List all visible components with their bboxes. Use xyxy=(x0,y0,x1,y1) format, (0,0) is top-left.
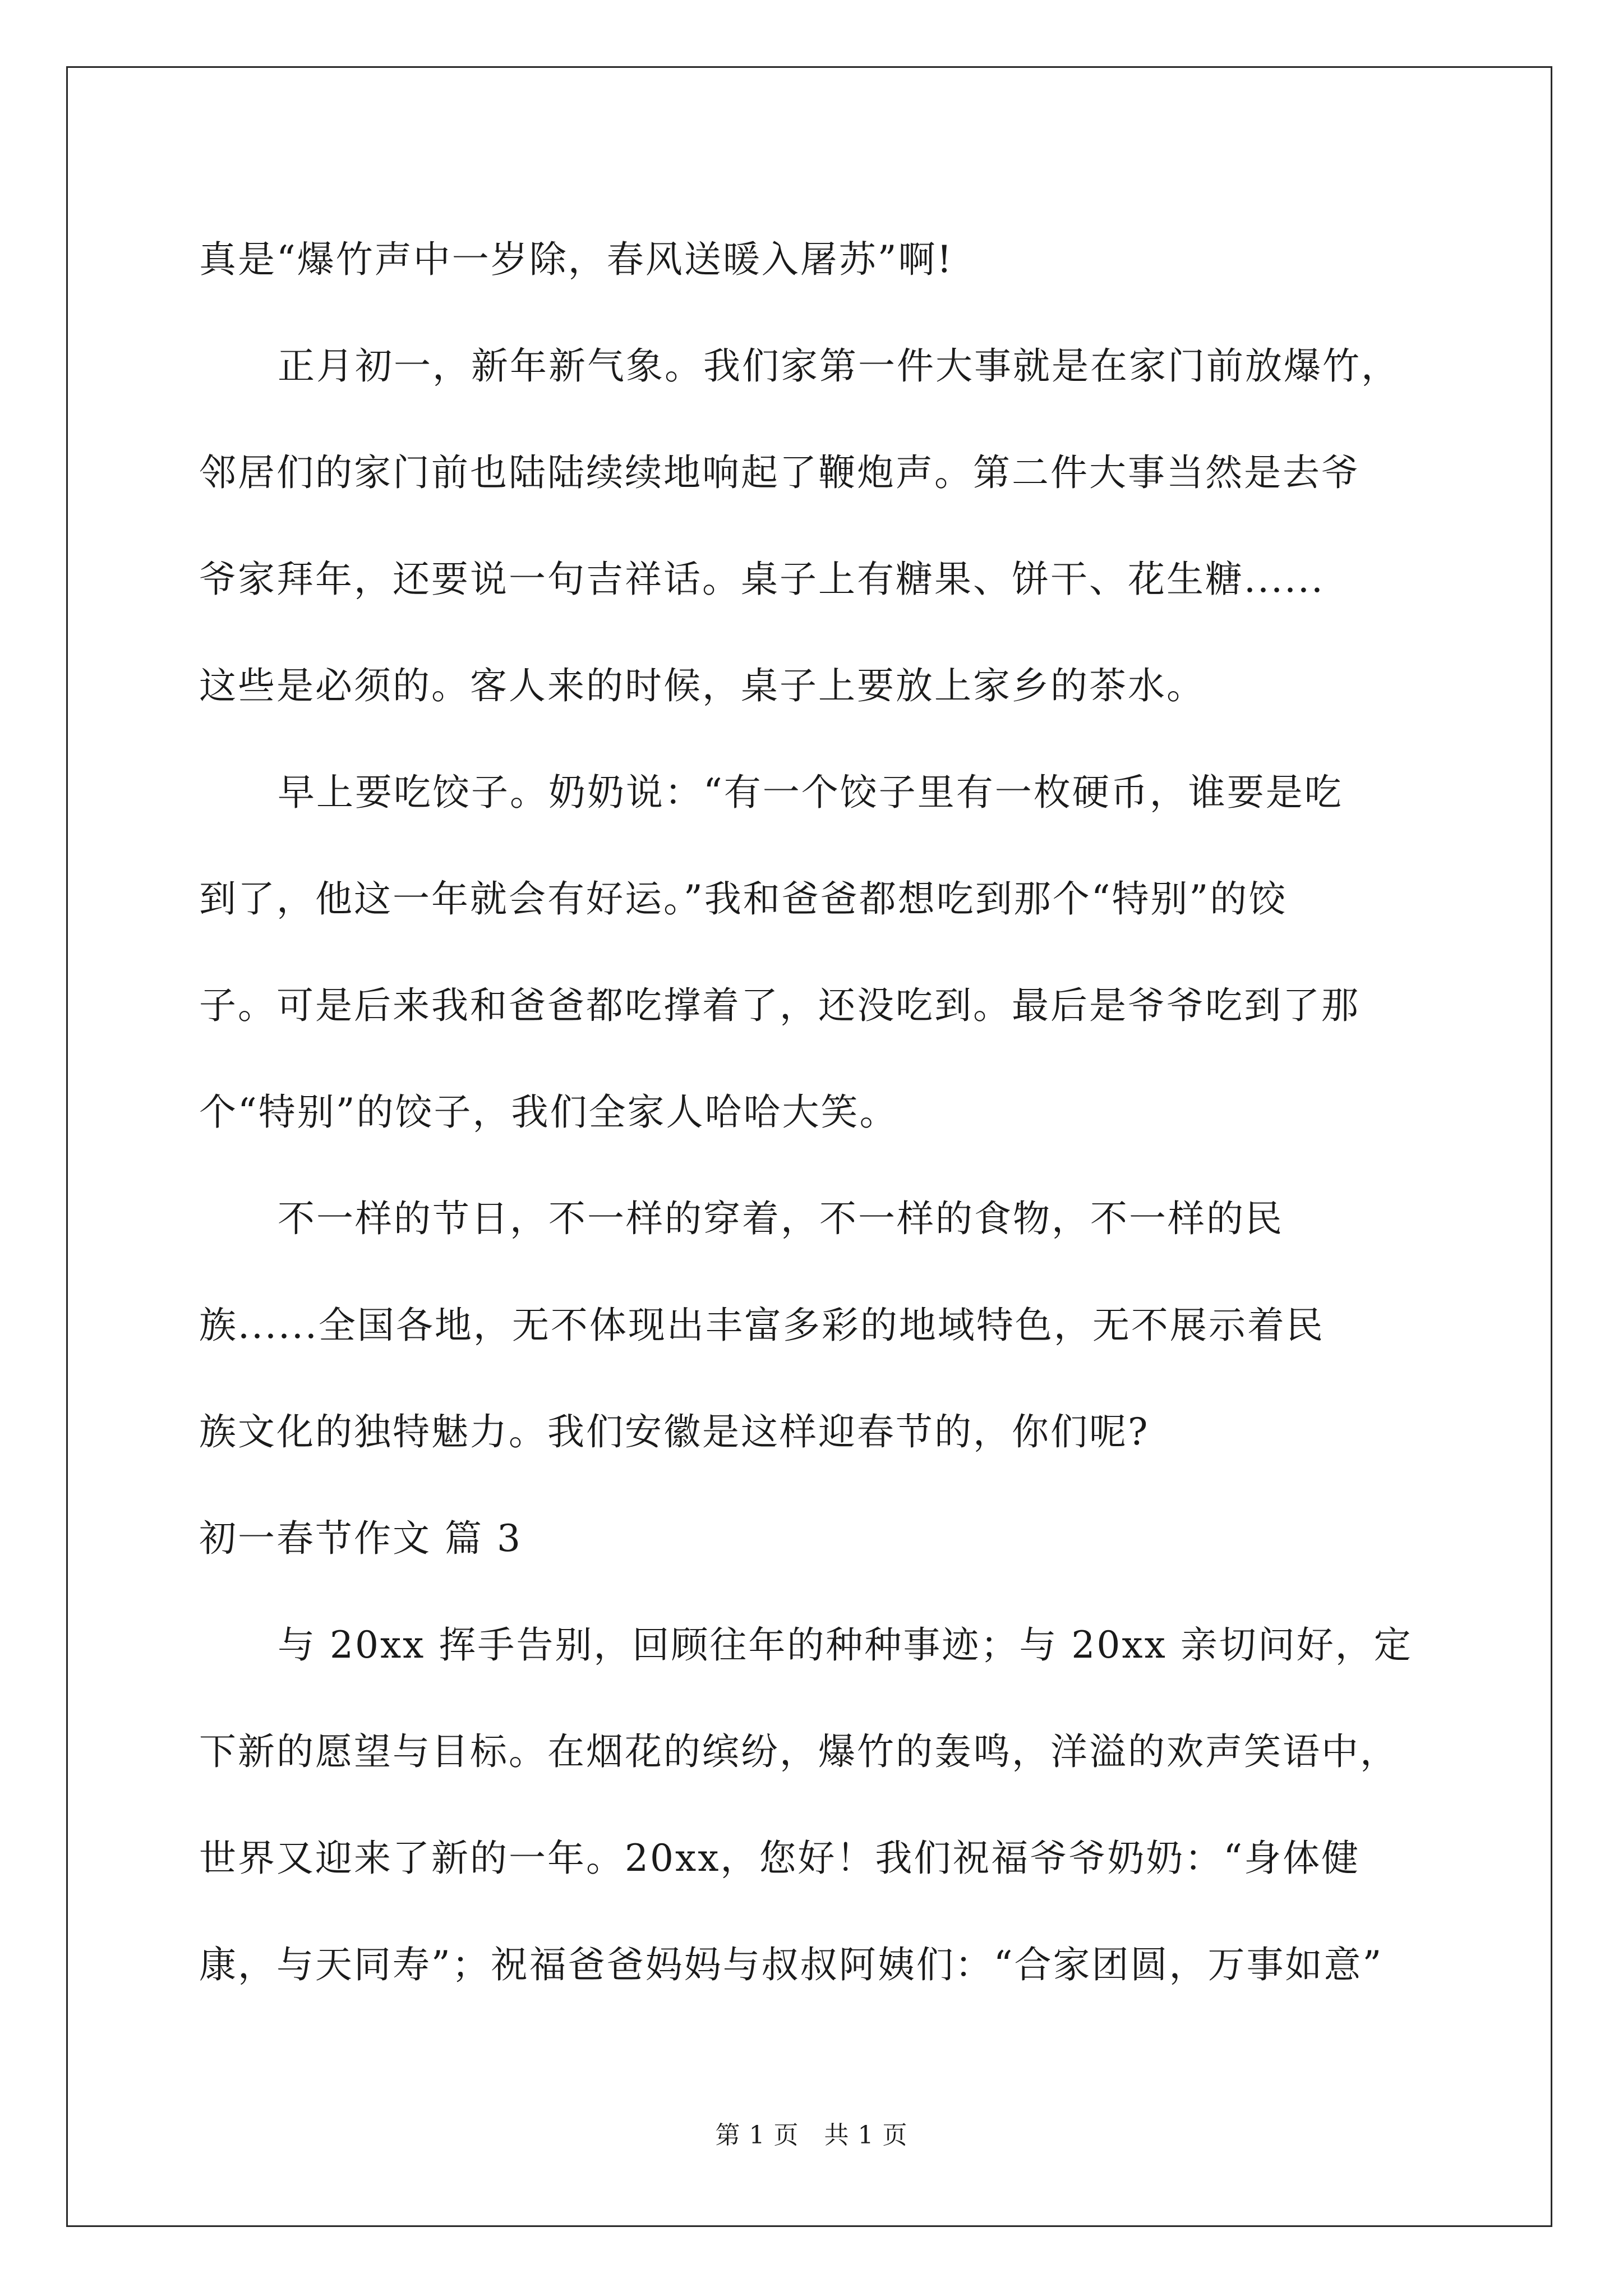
text-line-1: 真是“爆竹声中一岁除，春风送暖入屠苏”啊! xyxy=(199,238,954,281)
text-line-5: 这些是必须的。客人来的时候，桌子上要放上家乡的茶水。 xyxy=(199,664,1205,707)
text-line-14: 与 20xx 挥手告别，回顾往年的种种事迹；与 20xx 亲切问好，定 xyxy=(278,1623,1413,1667)
text-line-11: 族......全国各地，无不体现出丰富多彩的地域特色，无不展示着民 xyxy=(199,1304,1325,1347)
text-line-17: 康，与天同寿”；祝福爸爸妈妈与叔叔阿姨们：“合家团圆，万事如意” xyxy=(199,1943,1384,1986)
text-line-9: 个“特别”的饺子，我们全家人哈哈大笑。 xyxy=(199,1091,898,1134)
text-line-12: 族文化的独特魅力。我们安徽是这样迎春节的，你们呢? xyxy=(199,1410,1150,1453)
text-line-6: 早上要吃饺子。奶奶说：“有一个饺子里有一枚硬币，谁要是吃 xyxy=(278,771,1343,814)
document-body xyxy=(199,206,1433,2018)
text-line-16: 世界又迎来了新的一年。20xx，您好！我们祝福爷爷奶奶：“身体健 xyxy=(199,1837,1361,1880)
section-heading: 初一春节作文 篇 3 xyxy=(199,1517,522,1560)
text-line-3: 邻居们的家门前也陆陆续续地响起了鞭炮声。第二件大事当然是去爷 xyxy=(199,451,1360,494)
text-line-4: 爷家拜年，还要说一句吉祥话。桌子上有糖果、饼干、花生糖...... xyxy=(199,558,1325,601)
text-line-15: 下新的愿望与目标。在烟花的缤纷，爆竹的轰鸣，洋溢的欢声笑语中， xyxy=(199,1730,1399,1773)
page-number-footer: 第 1 页 共 1 页 xyxy=(715,2121,908,2150)
text-line-7: 到了，他这一年就会有好运。”我和爸爸都想吃到那个“特别”的饺 xyxy=(199,877,1288,921)
text-line-8: 子。可是后来我和爸爸都吃撑着了，还没吃到。最后是爷爷吃到了那 xyxy=(199,984,1360,1027)
text-line-10: 不一样的节日，不一样的穿着，不一样的食物，不一样的民 xyxy=(278,1197,1284,1240)
text-line-2: 正月初一，新年新气象。我们家第一件大事就是在家门前放爆竹， xyxy=(278,344,1400,388)
